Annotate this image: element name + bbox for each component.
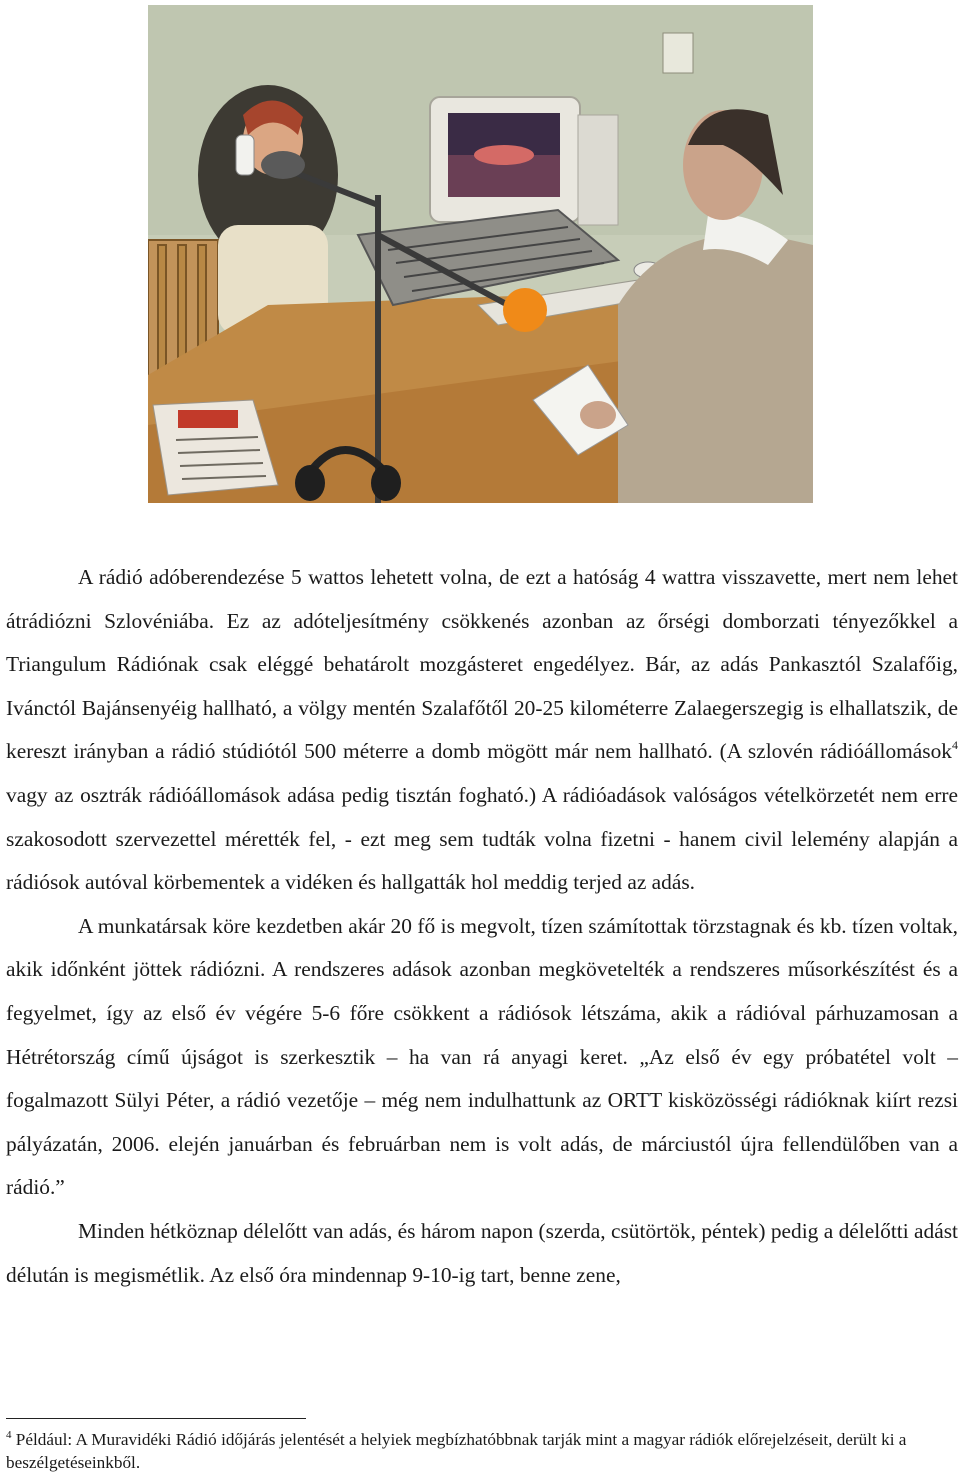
- footnote-ref[interactable]: 4: [952, 738, 958, 753]
- footnote-rule: [6, 1418, 306, 1419]
- radio-studio-photo: [148, 5, 813, 503]
- paragraph-3: Minden hétköznap délelőtt van adás, és három napon (szerda, csütörtök, péntek) pedig a délelőtti adást délután is megismétlik. Az első óra mindennap 9-10-ig tart, benne zene,: [6, 1218, 958, 1287]
- paragraph-2: A munkatársak köre kezdetben akár 20 fő is megvolt, tízen számítottak törzstagnak és kb. tízen voltak, akik időnként jöttek rádiózni. A rendszeres adások azonban megkövetelték a rendszeres műsorkészítést és a fegyelmet, így az első év végére 5-6 főre csökkent a rádiósok létszáma, akik a rádióval párhuzamosan a Hétrétország című újságot is szerkesztik – ha van rá anyagi keret. „Az első év egy próbatétel volt – fogalmazott Sülyi Péter, a rádió vezetője – még nem indulhattunk az ORTT kisközösségi rádióknak kiírt rezsi pályázatán, 2006. elején januárban és februárban nem is volt adás, de márciustól újra fellendülőben van a rádió.”: [6, 913, 958, 1200]
- footnote: [6, 1428, 946, 1474]
- footnote-number: 4: [6, 1429, 12, 1441]
- body-text: [6, 556, 958, 1297]
- paragraph-1: A rádió adóberendezése 5 wattos lehetett volna, de ezt a hatóság 4 wattra visszavette, mert nem lehet átrádiózni Szlovéniába. Ez az adóteljesítmény csökkenés azonban az őrségi domborzati tényezőkkel a Triangulum Rádiónak csak eléggé behatárolt mozgásteret engedélyez. Bár, az adás Pankasztól Szalafőig, Ivánctól Bajánsenyéig hallható, a völgy mentén Szalafőtől 20-25 kilométerre Zalaegerszegig is elhallatszik, de kereszt irányban a rádió stúdiótól 500 méterre a domb mögött már nem hallható. (A szlovén rádióállomások$^4$ vagy az osztrák rádióállomások adása pedig tisztán fogható.) A rádióadások valóságos vételkörzetét nem erre szakosodott szervezettel mérették fel, - ezt meg sem tudták volna fizetni - hanem civil lelemény alapján a rádiósok autóval körbementek a vidéken és hallgatták hol meddig terjed az adás.: [6, 565, 958, 895]
- footnote-text: Például: A Muravidéki Rádió időjárás jelentését a helyiek megbízhatóbbnak tarják mint a magyar rádiók előrejelzéseit, derült ki a beszélgetéseinkből.: [6, 1430, 907, 1472]
